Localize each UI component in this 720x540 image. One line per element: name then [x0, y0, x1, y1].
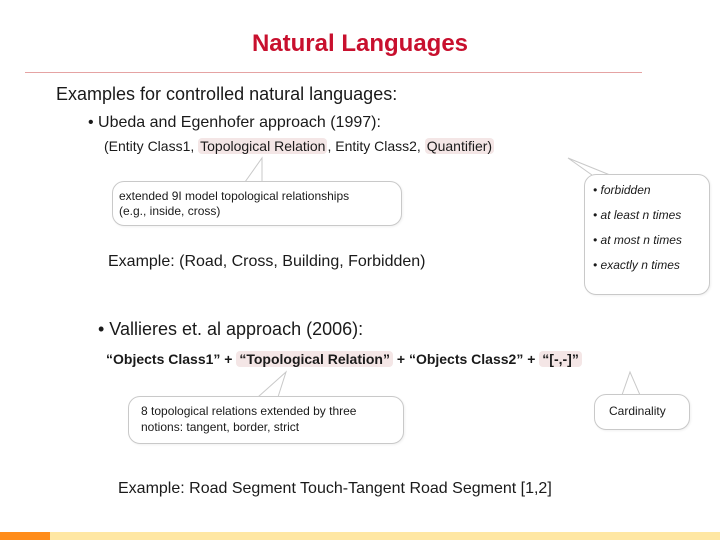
- callout-line: extended 9I model topological relationships: [119, 189, 350, 203]
- formula-part: “Objects Class1” +: [106, 351, 237, 367]
- quantifier-item: • exactly n times: [593, 258, 680, 272]
- example-text: (Road, Cross, Building, Forbidden): [174, 253, 426, 270]
- formula-part: + “Objects Class2” +: [392, 351, 540, 367]
- topological-relation-highlight: Topological Relation: [200, 138, 326, 154]
- vallieres-formula: [106, 351, 582, 367]
- quantifier-highlight: Quantifier): [426, 138, 493, 154]
- quantifier-item: • at most n times: [593, 233, 682, 247]
- formula-part: , Entity Class2,: [327, 138, 425, 154]
- cardinality-label: Cardinality: [609, 404, 666, 418]
- intro-text: Examples for controlled natural languages:: [56, 84, 398, 104]
- example-label: Example:: [108, 253, 175, 270]
- vallieres-example: [118, 480, 552, 498]
- cardinality-callout: [594, 394, 690, 430]
- ubeda-bullet: • Ubeda and Egenhofer approach (1997):: [88, 114, 381, 131]
- footer-accent: [0, 532, 50, 540]
- cardinality-highlight: “[-,-]”: [539, 351, 582, 367]
- callout-line: [119, 204, 349, 219]
- footer-bar: [0, 532, 720, 540]
- title-divider: [25, 72, 642, 73]
- quantifier-item: • at least n times: [593, 208, 682, 222]
- example-text: Road Segment Touch-Tangent Road Segment [1,2]: [184, 480, 552, 497]
- slide-title: Natural Languages: [251, 30, 469, 57]
- quantifier-callout: [584, 174, 710, 295]
- callout-line: 8 topological relations extended by three: [141, 404, 357, 418]
- vallieres-bullet: • Vallieres et. al approach (2006):: [98, 319, 364, 339]
- relationship-callout: [112, 181, 402, 226]
- example-label: Example:: [118, 480, 185, 497]
- ubeda-example: [108, 253, 425, 271]
- quantifier-item: • forbidden: [593, 183, 651, 197]
- relations-callout: [128, 396, 404, 444]
- callout-line: notions: tangent, border, strict: [141, 420, 300, 434]
- ubeda-formula: [104, 138, 494, 154]
- callout-line: (e.g., inside, cross): [119, 204, 221, 218]
- formula-part: (Entity Class1,: [104, 138, 199, 154]
- topological-relation-highlight: “Topological Relation”: [236, 351, 393, 367]
